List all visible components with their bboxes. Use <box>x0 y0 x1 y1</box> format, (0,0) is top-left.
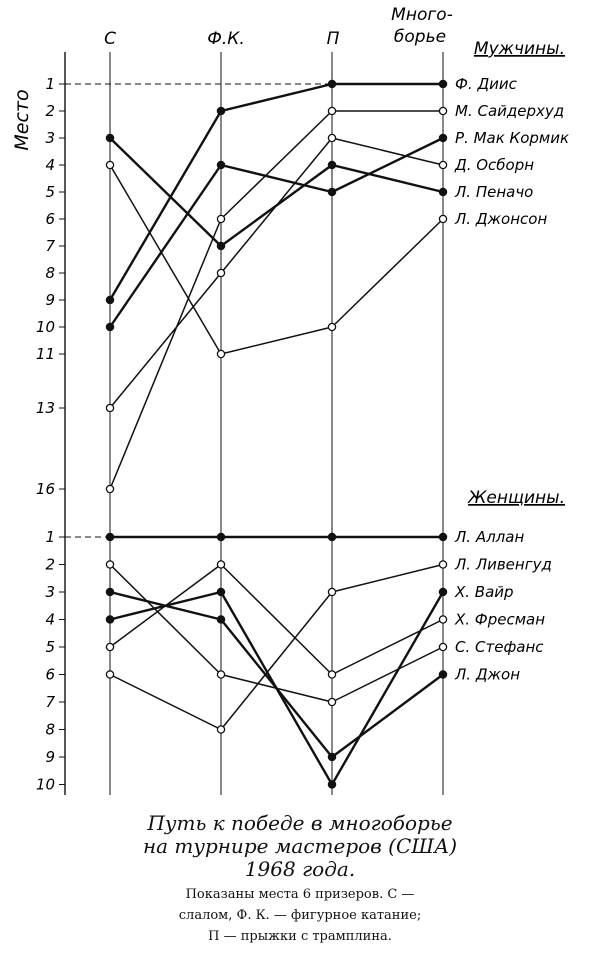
column-header-combined-line1: Много- <box>391 5 453 25</box>
women-series-name: Х. Вайр <box>455 583 514 601</box>
women-series-point <box>217 588 224 595</box>
women-series-point <box>439 588 446 595</box>
men-group <box>36 39 569 498</box>
column-header-figure-skating: Ф.К. <box>207 29 245 49</box>
men-series-point <box>328 323 335 330</box>
women-group <box>36 488 565 794</box>
women-series-point <box>328 533 335 540</box>
women-tick-label: 5 <box>45 638 55 656</box>
caption-note-line2: слалом, Ф. К. — фигурное катание; <box>178 908 422 923</box>
women-series-point <box>439 533 446 540</box>
men-series-name: Ф. Диис <box>455 75 517 93</box>
men-tick-label: 8 <box>45 264 55 282</box>
men-tick-label: 1 <box>45 75 55 93</box>
women-series-name: Л. Аллан <box>455 528 525 546</box>
chart-axes <box>65 52 443 795</box>
men-series-name: Д. Осборн <box>455 156 535 174</box>
women-series-name: С. Стефанс <box>455 638 544 656</box>
men-series-point <box>106 323 113 330</box>
men-series-point <box>439 134 446 141</box>
women-tick-label: 1 <box>45 528 55 546</box>
men-series-name: Р. Мак Кормик <box>455 129 570 147</box>
men-group-label: Мужчины. <box>473 39 565 59</box>
men-series-name: М. Сайдерхуд <box>455 102 565 120</box>
women-series-point <box>217 671 224 678</box>
women-tick-label: 8 <box>45 720 55 739</box>
women-series-line <box>110 565 443 703</box>
women-series-point <box>106 616 113 623</box>
women-series-point <box>106 643 113 650</box>
column-header-combined-line2: борье <box>393 27 447 47</box>
caption-title-line2: на турнире мастеров (США) <box>142 834 458 858</box>
men-tick-label: 16 <box>35 480 55 498</box>
women-series-point <box>217 561 224 568</box>
men-tick-label: 13 <box>35 399 55 417</box>
men-series-point <box>328 161 335 168</box>
men-series-point <box>439 188 446 195</box>
men-series-line <box>110 165 443 354</box>
women-series-point <box>328 671 335 678</box>
men-series-point <box>439 107 446 114</box>
women-tick-label: 9 <box>45 748 55 766</box>
men-series-point <box>439 80 446 87</box>
men-series-point <box>328 188 335 195</box>
men-series-point <box>217 269 224 276</box>
women-tick-label: 7 <box>45 693 55 711</box>
men-series-line <box>110 138 443 246</box>
men-tick-label: 9 <box>45 291 55 309</box>
men-series-point <box>328 134 335 141</box>
women-series-line <box>110 565 443 730</box>
women-series-point <box>217 533 224 540</box>
men-series-point <box>106 296 113 303</box>
women-series-point <box>217 616 224 623</box>
caption <box>0 812 600 944</box>
women-series-point <box>439 561 446 568</box>
caption-note-line3: П — прыжки с трамплина. <box>208 929 392 944</box>
women-series-name: Л. Ливенгуд <box>455 555 552 574</box>
men-tick-label: 6 <box>45 210 55 228</box>
women-tick-label: 3 <box>45 583 55 601</box>
men-series-point <box>106 485 113 492</box>
men-series-point <box>217 350 224 357</box>
men-series-point <box>217 242 224 249</box>
men-series-point <box>328 107 335 114</box>
women-series-point <box>106 533 113 540</box>
women-series-point <box>439 616 446 623</box>
women-tick-label: 2 <box>45 555 55 574</box>
women-tick-label: 10 <box>35 775 55 794</box>
men-series-name: Л. Пеначо <box>455 183 534 201</box>
men-series-point <box>439 215 446 222</box>
women-series-point <box>439 671 446 678</box>
men-series-point <box>106 404 113 411</box>
men-tick-label: 11 <box>35 345 55 363</box>
women-series-point <box>217 726 224 733</box>
men-tick-label: 2 <box>45 102 55 120</box>
men-tick-label: 5 <box>45 183 55 201</box>
men-series-point <box>217 161 224 168</box>
women-series-point <box>106 561 113 568</box>
caption-note-line1: Показаны места 6 призеров. С — <box>185 887 415 902</box>
caption-title-line3: 1968 года. <box>244 857 356 881</box>
women-series-point <box>328 588 335 595</box>
column-header-jumping: П <box>326 29 340 49</box>
women-series-point <box>106 671 113 678</box>
men-series-line <box>110 138 443 327</box>
men-series-point <box>439 161 446 168</box>
men-series-point <box>328 80 335 87</box>
men-tick-label: 4 <box>45 156 55 174</box>
women-group-label: Женщины. <box>468 488 565 508</box>
women-series-point <box>106 588 113 595</box>
women-series-point <box>328 698 335 705</box>
y-axis-title: Место <box>11 89 33 151</box>
women-tick-label: 6 <box>45 665 55 684</box>
men-series-line <box>110 111 443 489</box>
men-tick-label: 3 <box>45 129 55 147</box>
men-series-point <box>106 161 113 168</box>
column-header-slalom: С <box>104 29 116 49</box>
men-tick-label: 7 <box>45 237 55 255</box>
women-series-line <box>110 565 443 675</box>
women-series-name: Х. Фресман <box>455 610 546 629</box>
women-series-point <box>439 643 446 650</box>
women-series-point <box>328 781 335 788</box>
women-series-point <box>328 753 335 760</box>
caption-title-line1: Путь к победе в многоборье <box>147 811 453 835</box>
men-series-name: Л. Джонсон <box>455 210 548 228</box>
women-series-name: Л. Джон <box>455 665 521 684</box>
men-series-point <box>106 134 113 141</box>
men-tick-label: 10 <box>35 318 55 336</box>
men-series-point <box>217 215 224 222</box>
women-tick-label: 4 <box>45 610 55 629</box>
men-series-point <box>217 107 224 114</box>
women-series-line <box>110 592 443 757</box>
